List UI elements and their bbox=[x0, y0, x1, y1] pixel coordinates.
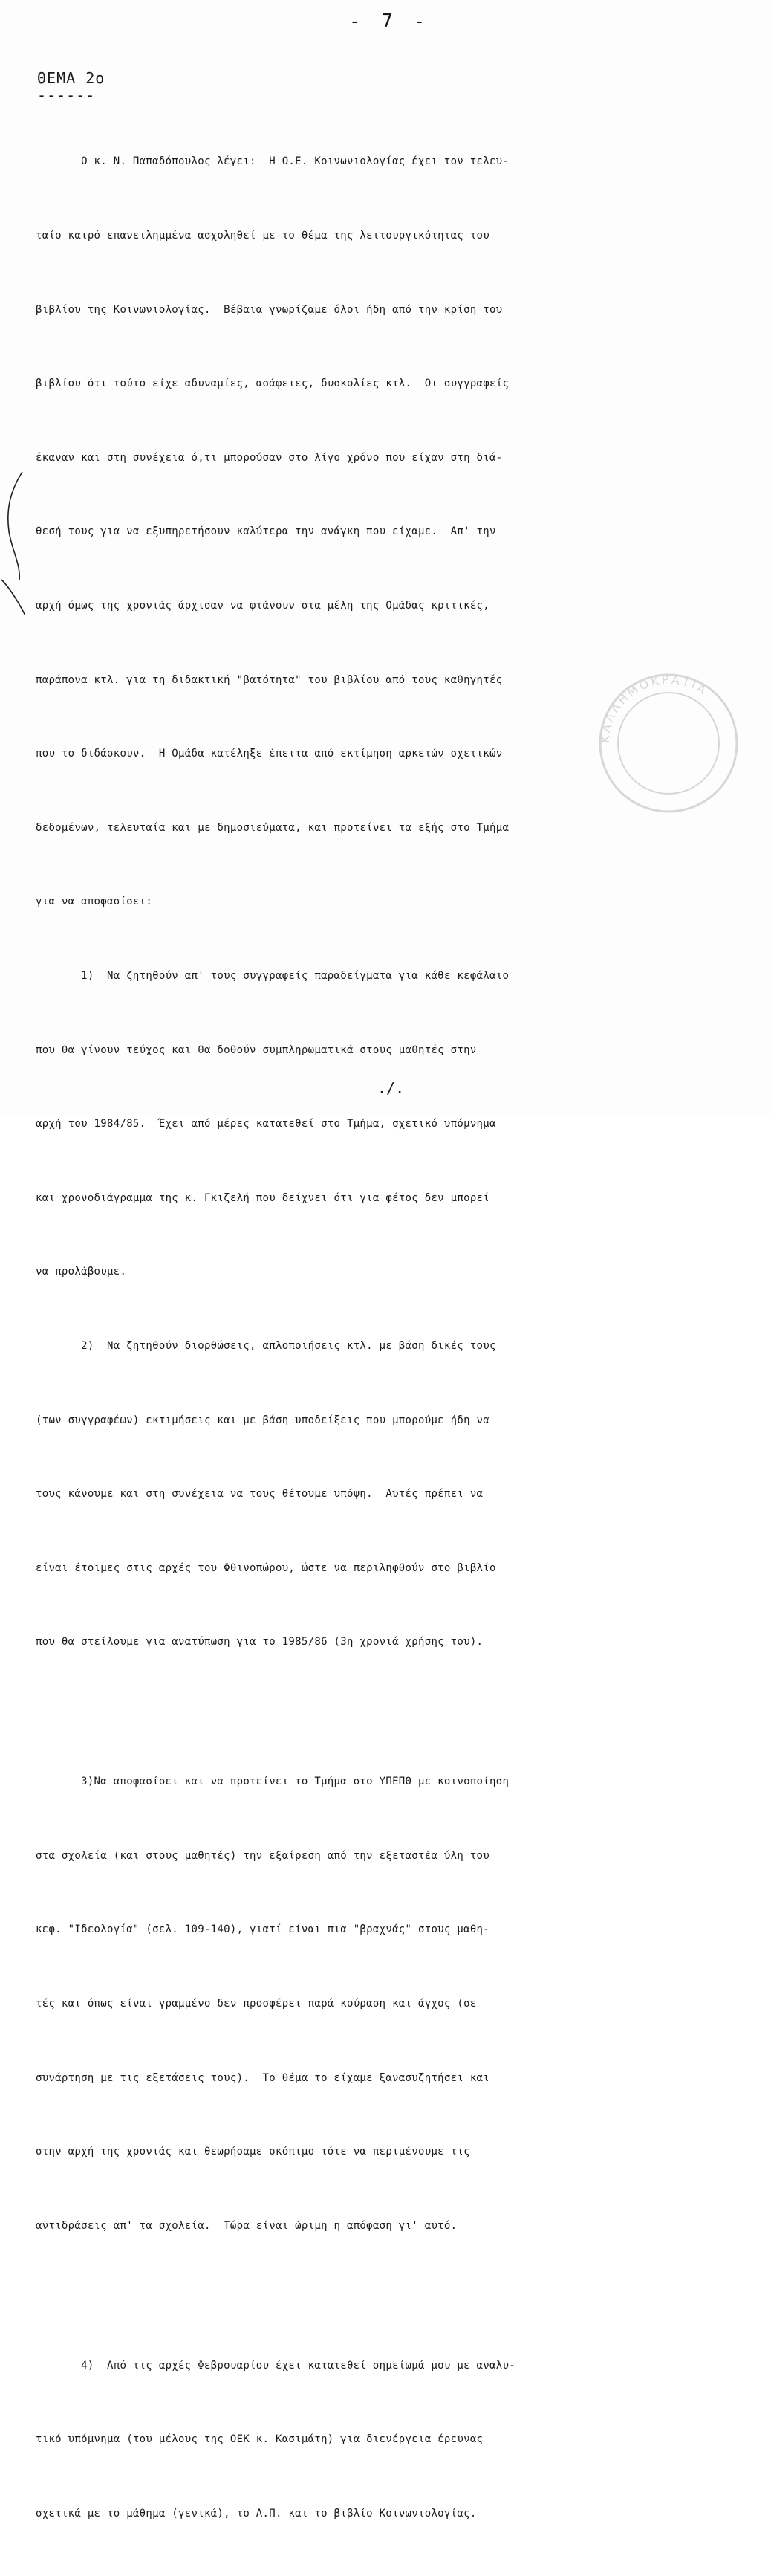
text-line: 1) Να ζητηθούν απ' τους συγγραφείς παραδείγματα για κάθε κεφάλαιο bbox=[36, 969, 510, 982]
text-line: που θα γίνουν τεύχος και θα δοθούν συμπληρωματικά στους μαθητές στην bbox=[36, 1043, 477, 1056]
text-line: τους κάνουμε και στη συνέχεια να τους θέτουμε υπόψη. Αυτές πρέπει να bbox=[36, 1488, 484, 1501]
text-line: κεφ. "Ιδεολογία" (σελ. 109-140), γιατί είναι πια "βραχνάς" στους μαθη- bbox=[36, 1923, 490, 1936]
text-line: στα σχολεία (και στους μαθητές) την εξαίρεση από την εξεταστέα ύλη του bbox=[36, 1849, 490, 1862]
text-line: βιβλίου ότι τούτο είχε αδυναμίες, ασάφειες, δυσκολίες κτλ. Οι συγγραφείς bbox=[36, 378, 510, 390]
text-line: δεδομένων, τελευταία και με δημοσιεύματα, και προτείνει τα εξής στο Τμήμα bbox=[36, 821, 510, 834]
handwritten-margin-mark bbox=[0, 468, 27, 617]
text-line: αρχή όμως της χρονιάς άρχισαν να φτάνουν στα μέλη της Ομάδας κριτικές, bbox=[36, 599, 490, 612]
text-line: 3)Να αποφασίσει και να προτείνει το Τμήμα στο ΥΠΕΠΘ με κοινοποίηση bbox=[36, 1776, 510, 1788]
text-line: παράπονα κτλ. για τη διδακτική "βατότητα" του βιβλίου από τους καθηγητές bbox=[36, 673, 503, 686]
text-line: ταίο καιρό επανειλημμένα ασχοληθεί με το θέμα της λειτουργικότητας του bbox=[36, 230, 490, 242]
text-line: (των συγγραφέων) εκτιμήσεις και με βάση υποδείξεις που μπορούμε ήδη να bbox=[36, 1414, 490, 1426]
text-line: θεσή τους για να εξυπηρετήσουν καλύτερα την ανάγκη που είχαμε. Απ' την bbox=[36, 525, 496, 538]
text-line: βιβλίου της Κοινωνιολογίας. Βέβαια γνωρίζαμε όλοι ήδη από την κρίση του bbox=[36, 303, 503, 316]
text-line: που θα στείλουμε για ανατύπωση για το 1985/86 (3η χρονιά χρήσης του). bbox=[36, 1636, 484, 1648]
text-line: Ο κ. Ν. Παπαδόπουλος λέγει: Η Ο.Ε. Κοινωνιολογίας έχει τον τελευ- bbox=[36, 155, 510, 168]
text-line: σχετικά με το μάθημα (γενικά), το Α.Π. και το βιβλίο Κοινωνιολογίας. bbox=[36, 2508, 477, 2520]
text-line: που το διδάσκουν. Η Ομάδα κατέληξε έπειτα από εκτίμηση αρκετών σχετικών bbox=[36, 748, 503, 760]
text-line: αντιδράσεις απ' τα σχολεία. Τώρα είναι ώριμη η απόφαση γι' αυτό. bbox=[36, 2219, 458, 2232]
text-line: έκαναν και στη συνέχεια ό,τι μπορούσαν στο λίγο χρόνο που είχαν στη διά- bbox=[36, 451, 503, 464]
text-line: είναι έτοιμες στις αρχές του Φθινοπώρου, ώστε να περιληφθούν στο βιβλίο bbox=[36, 1562, 496, 1574]
text-line: συνάρτηση με τις εξετάσεις τους). Το θέμα το είχαμε ξανασυζητήσει και bbox=[36, 2071, 490, 2084]
heading-underline: ------ bbox=[37, 86, 96, 104]
body-text bbox=[36, 100, 771, 2576]
text-line: για να αποφασίσει: bbox=[36, 896, 153, 908]
continuation-mark: ./. bbox=[377, 1079, 405, 1097]
text-line: τές και όπως είναι γραμμένο δεν προσφέρει παρά κούραση και άγχος (σε bbox=[36, 1998, 477, 2010]
page-number: - 7 - bbox=[349, 10, 430, 33]
text-line: 2) Να ζητηθούν διορθώσεις, απλοποιήσεις κτλ. με βάση δικές τους bbox=[36, 1339, 496, 1352]
text-line: 4) Από τις αρχές Φεβρουαρίου έχει κατατεθεί σημείωμά μου με αναλυ- bbox=[36, 2359, 515, 2372]
text-line: να προλάβουμε. bbox=[36, 1266, 127, 1278]
text-line: αρχή του 1984/85. Έχει από μέρες κατατεθεί στο Τμήμα, σχετικό υπόμνημα bbox=[36, 1118, 496, 1130]
section-heading: ΘΕΜΑ 2ο bbox=[37, 69, 105, 87]
text-line: στην αρχή της χρονιάς και θεωρήσαμε σκόπιμο τότε να περιμένουμε τις bbox=[36, 2146, 470, 2158]
text-line: τικό υπόμνημα (του μέλους της ΟΕΚ κ. Κασιμάτη) για διενέργεια έρευνας bbox=[36, 2433, 484, 2446]
svg-text:ΚΑΛΛΗΜΟΚΡΑΤΙΑ: ΚΑΛΛΗΜΟΚΡΑΤΙΑ bbox=[597, 672, 711, 744]
text-line: και χρονοδιάγραμμα της κ. Γκιζελή που δείχνει ότι για φέτος δεν μπορεί bbox=[36, 1191, 490, 1204]
